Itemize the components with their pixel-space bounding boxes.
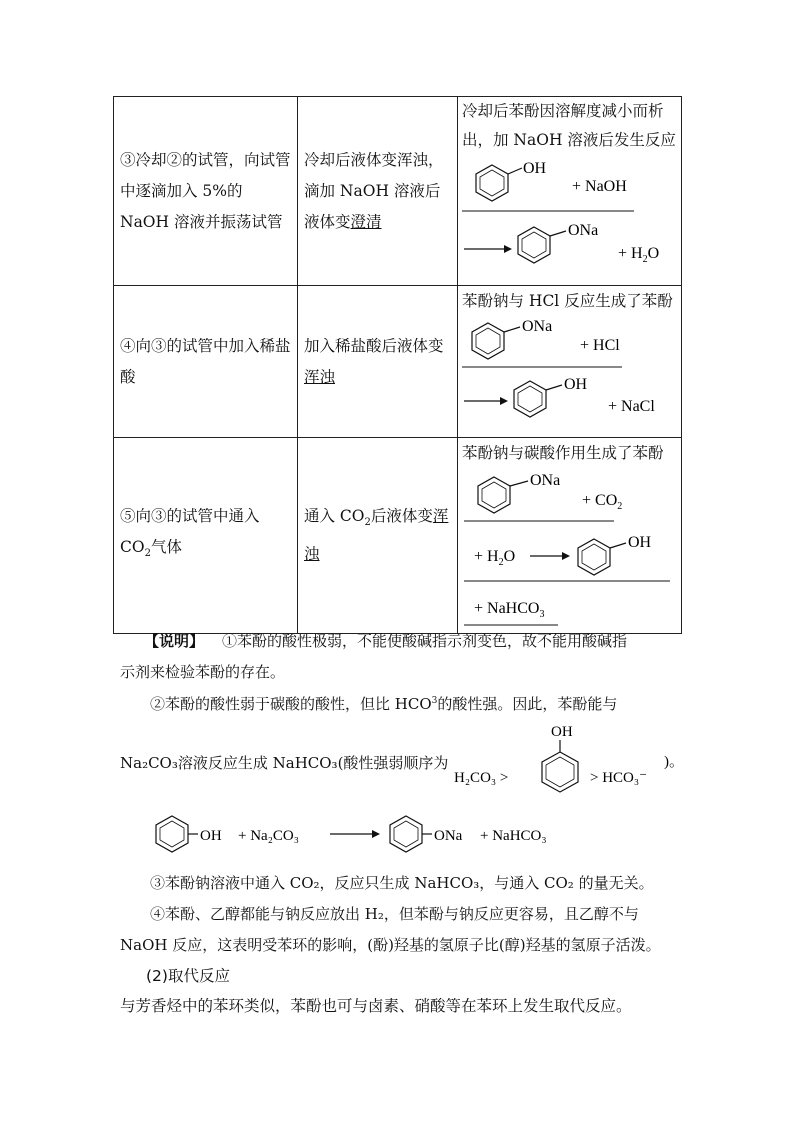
phenol-na2co3-equation — [152, 808, 592, 858]
benzene-ring-icon — [472, 323, 520, 359]
conclusion-cell — [458, 286, 682, 438]
phenomenon-sub: 2 — [364, 517, 371, 529]
conclusion-cell — [458, 97, 682, 286]
benzene-ring-icon — [156, 816, 198, 852]
benzene-ring-icon — [578, 539, 626, 575]
reaction-equation-naoh — [458, 155, 680, 281]
phenomenon-main: 加入稀盐酸后液体变 — [304, 336, 444, 355]
reagent-water: + $H_2O$ — [474, 548, 516, 568]
product-nacl: + NaCl — [608, 398, 655, 415]
phenomenon-cell — [298, 438, 458, 634]
reagent-hcl: + HCl — [580, 337, 620, 354]
note-2-line-1 — [150, 693, 617, 714]
table-row — [114, 438, 682, 634]
acid-hco3: > HCO₃⁻ — [590, 770, 648, 786]
phenomenon-underlined: 浑浊 — [304, 367, 336, 386]
phenol-oh: OH — [551, 724, 573, 740]
operation-text — [114, 501, 297, 569]
eq-na2co3: + Na₂CO₃ — [238, 828, 299, 844]
operation-text: ③冷却②的试管，向试管中逐滴加入 5%的 NaOH 溶液并振荡试管 — [120, 150, 291, 231]
substituent-ona: ONa — [530, 472, 561, 489]
operation-cell — [114, 97, 298, 286]
phenomenon-text — [298, 145, 457, 238]
conclusion-text: 苯酚钠与 HCl 反应生成了苯酚 — [462, 292, 673, 310]
eq-ona: ONa — [434, 828, 463, 844]
benzene-ring-icon — [518, 227, 566, 263]
eq-nahco3: + NaHCO₃ — [480, 828, 547, 844]
operation-main: ⑤向③的试管中通入 CO — [120, 507, 260, 557]
phenomenon-text — [298, 331, 457, 393]
eq-oh: OH — [200, 828, 222, 844]
note-1-text: ①苯酚的酸性极弱，不能使酸碱指示剂变色，故不能用酸碱指 — [222, 632, 628, 650]
phenomenon-main: 冷却后液体变浑浊，滴加 NaOH 溶液后液体变 — [304, 150, 444, 231]
phenomenon-underlined: 浑浊 — [304, 507, 449, 563]
conclusion-cell — [458, 438, 682, 634]
note-2-text: ②苯酚的酸性弱于碳酸的酸性，但比 HCO — [150, 695, 432, 713]
table-row — [114, 286, 682, 438]
conclusion-text: 冷却后苯酚因溶解度减小而析出，加 NaOH 溶液后发生反应 — [462, 102, 676, 149]
benzene-ring-icon — [514, 381, 562, 417]
substituent-oh: OH — [628, 534, 652, 551]
phenomenon-cell — [298, 97, 458, 286]
substituent-oh: OH — [523, 160, 547, 177]
section-body: 与芳香烃中的苯环类似，苯酚也可与卤素、硝酸等在苯环上发生取代反应。 — [120, 997, 632, 1015]
reaction-equation-hcl — [458, 317, 680, 433]
reaction-equation-co2 — [458, 469, 680, 629]
phenomenon-cell — [298, 286, 458, 438]
acidity-order — [454, 718, 690, 800]
phenomenon-text — [298, 501, 457, 569]
benzene-ring-icon — [390, 816, 432, 852]
operation-sub: 2 — [144, 548, 151, 560]
reagent-naoh: + NaOH — [572, 178, 627, 195]
substituent-ona: ONa — [568, 222, 599, 239]
table-row — [114, 97, 682, 286]
experiment-table — [113, 96, 682, 634]
reagent-co2: + $CO_2$ — [582, 492, 623, 512]
note-4-line-1: ④苯酚、乙醇都能与钠反应放出 H₂，但苯酚与钠反应更容易，且乙醇不与 — [150, 905, 639, 923]
note-2-end: 的酸性强。因此，苯酚能与 — [437, 695, 618, 713]
benzene-ring-icon — [476, 165, 522, 201]
right-arrow-icon — [464, 397, 508, 405]
right-arrow-icon — [530, 552, 570, 560]
operation-cell — [114, 286, 298, 438]
substituent-ona: ONa — [522, 318, 553, 335]
right-arrow-icon — [330, 830, 380, 838]
product-water: + $H_2O$ — [618, 245, 660, 265]
operation-text: ④向③的试管中加入稀盐酸 — [120, 336, 291, 386]
phenomenon-main: 通入 CO — [304, 507, 365, 526]
note-4-line-2: NaOH 反应，这表明受苯环的影响，(酚)羟基的氢原子比(醇)羟基的氢原子活泼。 — [120, 936, 661, 954]
right-arrow-icon — [464, 245, 512, 253]
benzene-ring-icon — [478, 477, 528, 513]
phenomenon-rest: 后液体变 — [370, 507, 433, 526]
operation-cell — [114, 438, 298, 634]
note-heading: 【说明】 — [144, 632, 205, 650]
note-2-line-2: Na₂CO₃溶液反应生成 NaHCO₃(酸性强弱顺序为 — [120, 754, 449, 772]
phenol-structure-icon — [542, 740, 578, 792]
note-1-line-1 — [144, 630, 627, 651]
phenomenon-underlined: 澄清 — [350, 212, 382, 231]
substituent-oh: OH — [564, 376, 588, 393]
acid-close: )。 — [664, 754, 684, 770]
product-nahco3: + NaHCO$_3$ — [474, 600, 545, 620]
operation-end: 气体 — [150, 538, 182, 557]
section-title: (2)取代反应 — [146, 967, 230, 985]
note-3: ③苯酚钠溶液中通入 CO₂，反应只生成 NaHCO₃，与通入 CO₂ 的量无关。 — [150, 874, 654, 892]
note-2-sup: 3 — [431, 696, 438, 706]
acid-h2co3: H₂CO₃ > — [454, 770, 509, 786]
note-1-line-2: 示剂来检验苯酚的存在。 — [120, 663, 286, 681]
conclusion-text: 苯酚钠与碳酸作用生成了苯酚 — [462, 444, 664, 462]
